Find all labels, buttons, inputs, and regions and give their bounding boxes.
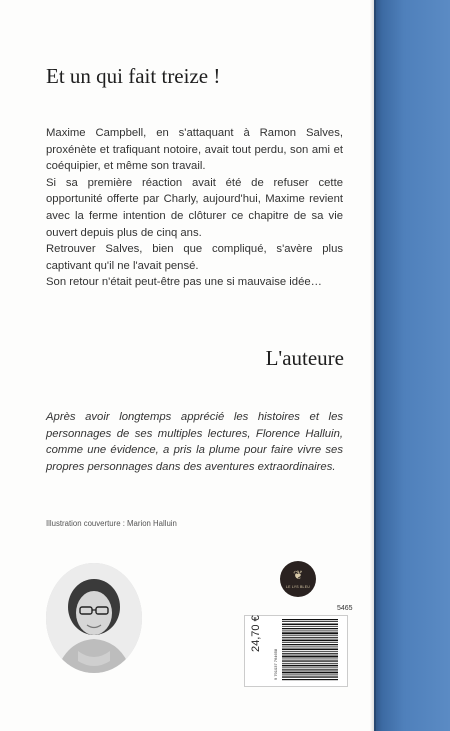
- portrait-image: [46, 563, 142, 673]
- price: 24,70 €: [250, 615, 262, 652]
- barcode: [282, 619, 338, 681]
- publisher-name: LE LYS BLEU: [286, 585, 310, 589]
- author-bio: Après avoir longtemps apprécié les histoires et les personnages de ses multiples lectures, Florence Halluin, comme une évidence, a pris la plume pour faire vivre ses propres personnages dans des aventures extraordinaires.: [46, 411, 343, 473]
- product-code: 5465: [337, 605, 353, 612]
- synopsis: [46, 125, 343, 291]
- synopsis-paragraph: Si sa première réaction avait été de refuser cette opportunité offerte par Charly, aujourd'hui, Maxime revient avec la ferme intention de clôturer ce chapitre de sa vie ouvert depuis plus de cinq ans.: [46, 176, 343, 239]
- illustration-credit: Illustration couverture : Marion Halluin: [46, 519, 177, 528]
- isbn-number: 9 791037 764658: [273, 648, 278, 680]
- book-title: Et un qui fait treize !: [46, 64, 221, 88]
- author-heading: L'auteure: [265, 346, 344, 370]
- book-logo-icon: ❦: [292, 568, 304, 582]
- synopsis-paragraph: Maxime Campbell, en s'attaquant à Ramon Salves, proxénète et trafiquant notoire, avait tout perdu, son ami et coéquipier, et même son travail.: [46, 127, 343, 173]
- author-portrait: [46, 563, 142, 673]
- book-spine: [374, 0, 450, 731]
- publisher-logo: [280, 561, 316, 597]
- synopsis-paragraph: Retrouver Salves, bien que compliqué, s'avère plus captivant qu'il ne l'avait pensé.: [46, 243, 343, 272]
- spine-shadow: [370, 0, 376, 731]
- synopsis-paragraph: Son retour n'était peut-être pas une si mauvaise idée…: [46, 276, 322, 289]
